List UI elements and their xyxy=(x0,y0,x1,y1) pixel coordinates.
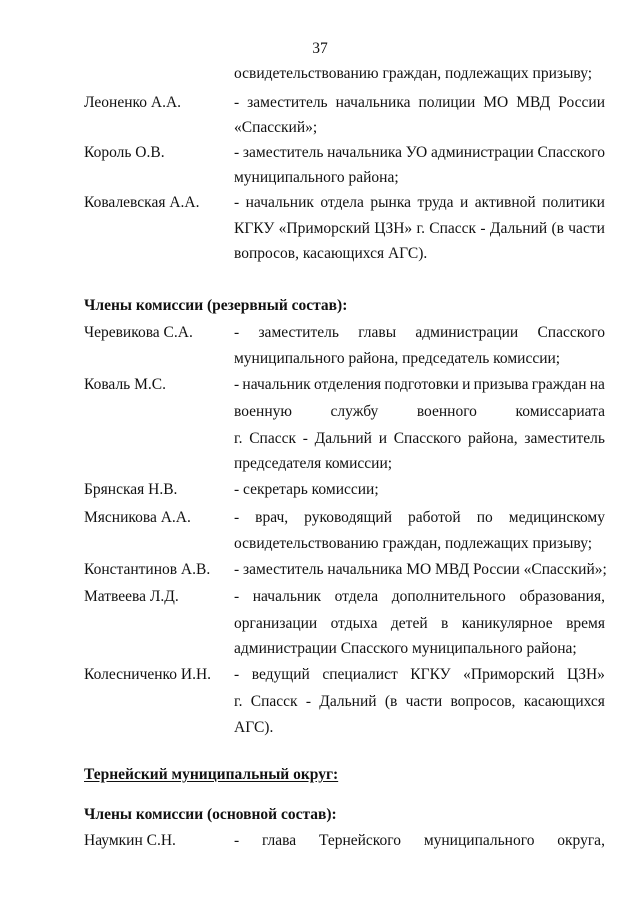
member-role-line: организации отдыха детей в каникулярное время xyxy=(234,615,605,632)
member-name: Король О.В. xyxy=(84,144,165,161)
member-role-line: - глава Тернейского муниципального округа, xyxy=(234,832,605,849)
member-name: Матвеева Л.Д. xyxy=(84,588,179,605)
member-role-line: - начальник отдела рынка труда и активной политики xyxy=(234,194,605,211)
member-role-line: муниципального района; xyxy=(234,169,399,186)
member-role-line: - заместитель главы администрации Спасского xyxy=(234,324,605,341)
member-role-line: г. Спасск - Дальний (в части вопросов, касающихся xyxy=(234,693,605,710)
member-role-line: - заместитель начальника полиции МО МВД России xyxy=(234,94,605,111)
member-role-line: освидетельствованию граждан, подлежащих призыву; xyxy=(234,535,593,552)
member-role-line: «Спасский»; xyxy=(234,119,318,136)
member-role-line: КГКУ «Приморский ЦЗН» г. Спасск - Дальний (в части xyxy=(234,220,605,237)
member-role-line: военную службу военного комиссариата xyxy=(234,403,605,420)
member-name: Наумкин С.Н. xyxy=(84,832,176,849)
member-role-line: - начальник отделения подготовки и призыва граждан на xyxy=(234,376,605,393)
member-role-line: администрации Спасского муниципального района; xyxy=(234,640,577,657)
member-role-line: председателя комиссии; xyxy=(234,455,393,472)
member-name: Мясникова А.А. xyxy=(84,509,191,526)
member-role-line: муниципального района, председатель комиссии; xyxy=(234,350,561,367)
member-role-line: - врач, руководящий работой по медицинскому xyxy=(234,509,605,526)
member-role-line: - секретарь комиссии; xyxy=(234,481,379,498)
member-name: Леоненко А.А. xyxy=(84,94,182,111)
member-role-line: - заместитель начальника УО администрации Спасского xyxy=(234,144,605,161)
member-role-line: - ведущий специалист КГКУ «Приморский ЦЗН» xyxy=(234,666,605,683)
member-name: Ковалевская А.А. xyxy=(84,194,200,211)
section-heading-main: Члены комиссии (основной состав): xyxy=(84,806,337,823)
member-role-line: - заместитель начальника МО МВД России «Спасский»; xyxy=(234,561,607,578)
section-heading-district: Тернейский муниципальный округ: xyxy=(84,766,339,783)
section-heading-reserve: Члены комиссии (резервный состав): xyxy=(84,297,348,314)
member-name: Колесниченко И.Н. xyxy=(84,666,212,683)
member-name: Черевикова С.А. xyxy=(84,324,193,341)
member-role-line: г. Спасск - Дальний и Спасского района, заместитель xyxy=(234,430,605,447)
continuation-text: освидетельствованию граждан, подлежащих призыву; xyxy=(234,65,593,82)
page-number: 37 xyxy=(312,40,328,57)
member-name: Коваль М.С. xyxy=(84,376,166,393)
member-name: Константинов А.В. xyxy=(84,561,211,578)
member-role-line: АГС). xyxy=(234,719,274,736)
member-role-line: вопросов, касающихся АГС). xyxy=(234,245,428,262)
member-name: Брянская Н.В. xyxy=(84,481,178,498)
member-role-line: - начальник отдела дополнительного образования, xyxy=(234,588,605,605)
